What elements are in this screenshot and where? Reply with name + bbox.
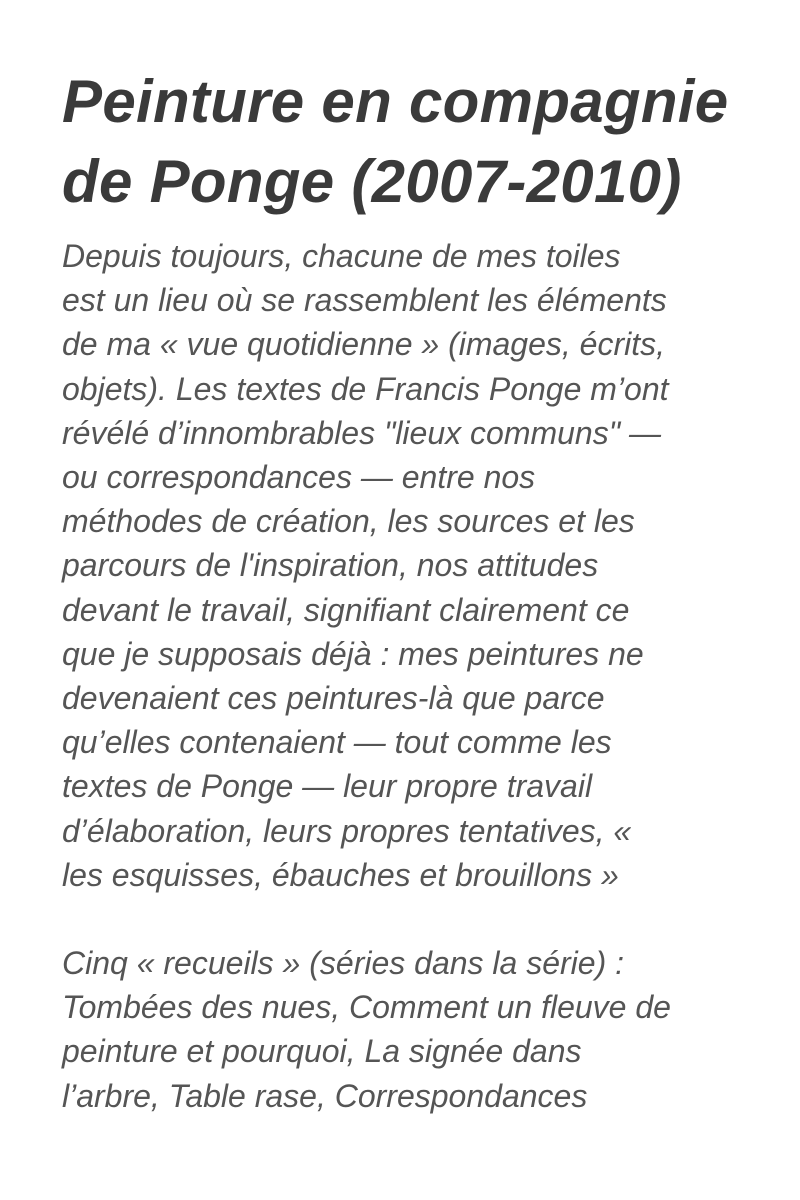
title-line: Peinture en compagnie xyxy=(62,68,729,135)
article-body xyxy=(62,234,762,1118)
text-line: peinture et pourquoi, La signée dans xyxy=(62,1033,582,1070)
text-line: de ma « vue quotidienne » (images, écrits, xyxy=(62,326,665,363)
text-line: qu’elles contenaient — tout comme les xyxy=(62,724,612,761)
text-line: objets). Les textes de Francis Ponge m’ont xyxy=(62,370,669,407)
paragraph-spacer xyxy=(62,897,762,941)
title-line: de Ponge (2007-2010) xyxy=(62,148,682,215)
text-line: parcours de l'inspiration, nos attitudes xyxy=(62,547,599,584)
text-line: textes de Ponge — leur propre travail xyxy=(62,768,593,805)
text-line: l’arbre, Table rase, Correspondances xyxy=(62,1077,588,1114)
text-line: est un lieu où se rassemblent les éléments xyxy=(62,282,667,319)
text-line: devant le travail, signifiant clairement ce xyxy=(62,591,630,628)
text-line: Tombées des nues, Comment un fleuve de xyxy=(62,989,671,1026)
text-line: révélé d’innombrables "lieux communs" — xyxy=(62,414,661,451)
text-line: les esquisses, ébauches et brouillons » xyxy=(62,856,619,893)
text-line: devenaient ces peintures-là que parce xyxy=(62,680,605,717)
text-line: Depuis toujours, chacune de mes toiles xyxy=(62,238,621,274)
text-line: que je supposais déjà : mes peintures ne xyxy=(62,635,644,672)
article xyxy=(62,62,762,1118)
series-paragraph xyxy=(62,941,762,1118)
text-line: ou correspondances — entre nos xyxy=(62,459,536,496)
text-line: d’élaboration, leurs propres tentatives, « xyxy=(62,812,632,849)
text-line: méthodes de création, les sources et les xyxy=(62,503,635,540)
text-line: Cinq « recueils » (séries dans la série) : xyxy=(62,945,625,982)
article-title xyxy=(62,62,762,222)
intro-paragraph xyxy=(62,234,762,897)
